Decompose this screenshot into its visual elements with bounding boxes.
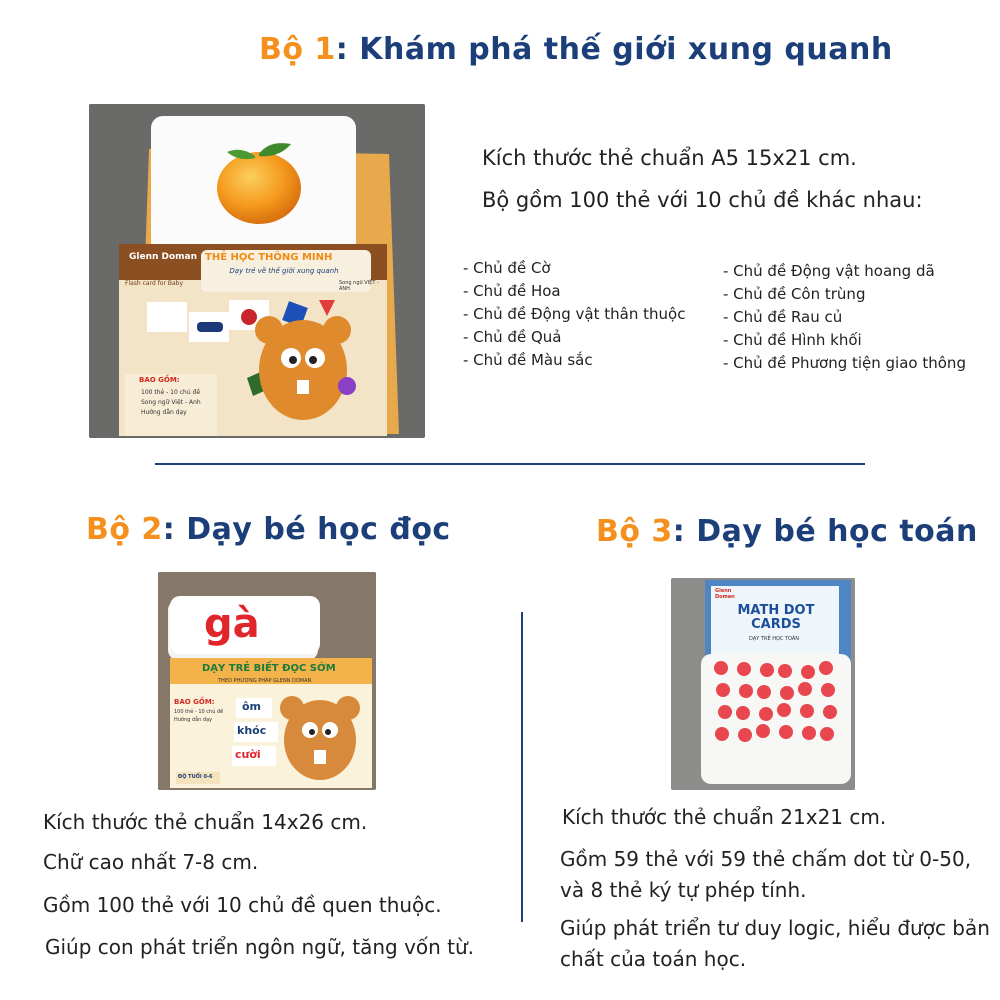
red-dot bbox=[779, 725, 793, 739]
set3-line: Kích thước thẻ chuẩn 21x21 cm. bbox=[562, 805, 887, 829]
set1-box-lang: Song ngữ VIỆT - ANH bbox=[339, 280, 379, 292]
red-dot bbox=[738, 728, 752, 742]
red-dot bbox=[759, 707, 773, 721]
topic-item: - Chủ đề Quả bbox=[463, 328, 562, 346]
topic-item: - Chủ đề Cờ bbox=[463, 259, 551, 277]
red-dot bbox=[716, 683, 730, 697]
set1-topics-right bbox=[723, 260, 966, 375]
red-dot bbox=[736, 706, 750, 720]
red-dot bbox=[756, 724, 770, 738]
set3-box-brand: Glenn Doman bbox=[715, 588, 735, 600]
set2-box-includes bbox=[174, 708, 223, 724]
topic-item: - Chủ đề Hoa bbox=[463, 282, 561, 300]
set1-box-brand-sub: Flash card for Baby bbox=[125, 280, 183, 287]
red-dot bbox=[802, 726, 816, 740]
red-dot bbox=[800, 704, 814, 718]
set3-product-photo bbox=[671, 578, 855, 790]
section-divider-horizontal bbox=[155, 463, 865, 465]
topic-item: - Chủ đề Phương tiện giao thông bbox=[723, 354, 966, 372]
topic-item: - Chủ đề Động vật hoang dã bbox=[723, 262, 935, 280]
red-dot bbox=[778, 664, 792, 678]
set1-title-rest: : Khám phá thế giới xung quanh bbox=[335, 32, 893, 67]
set2-box-product: DẠY TRẺ BIẾT ĐỌC SỚM bbox=[202, 663, 336, 674]
set2-line: Chữ cao nhất 7-8 cm. bbox=[43, 850, 259, 874]
set2-box-method: THEO PHƯƠNG PHÁP GLENN DOMAN bbox=[218, 678, 312, 684]
red-dot bbox=[718, 705, 732, 719]
set2-box-include-item: Hướng dẫn dạy bbox=[174, 717, 213, 723]
set1-box-includes-title: BAO GỒM: bbox=[139, 376, 180, 384]
set2-word-card: ôm bbox=[242, 700, 262, 713]
set2-title bbox=[86, 512, 451, 547]
set2-title-rest: : Dạy bé học đọc bbox=[162, 512, 451, 547]
set1-title-prefix: Bộ 1 bbox=[259, 32, 336, 67]
red-dot bbox=[823, 705, 837, 719]
set2-box-include-item: 100 thẻ - 10 chủ đề bbox=[174, 709, 224, 715]
set3-title bbox=[596, 514, 978, 549]
set2-line: Gồm 100 thẻ với 10 chủ đề quen thuộc. bbox=[43, 893, 442, 917]
set1-box-product: THẺ HỌC THÔNG MINH bbox=[205, 252, 333, 263]
set3-line: chất của toán học. bbox=[560, 947, 747, 971]
set1-box-include-item: 100 thẻ - 10 chủ đề bbox=[141, 389, 201, 396]
red-dot bbox=[819, 661, 833, 675]
set2-word-card: khóc bbox=[237, 724, 267, 737]
red-dot bbox=[739, 684, 753, 698]
set3-line: Gồm 59 thẻ với 59 thẻ chấm dot từ 0-50, bbox=[560, 847, 972, 871]
set1-size-text: Kích thước thẻ chuẩn A5 15x21 cm. bbox=[482, 146, 857, 170]
red-dot bbox=[737, 662, 751, 676]
set2-line: Kích thước thẻ chuẩn 14x26 cm. bbox=[43, 810, 368, 834]
topic-item: - Chủ đề Rau củ bbox=[723, 308, 843, 326]
set3-box-product: MATH DOT CARDS bbox=[737, 603, 815, 632]
set1-title bbox=[259, 32, 893, 67]
set1-box-include-item: Song ngữ Việt - Anh bbox=[141, 399, 201, 406]
red-dot bbox=[777, 703, 791, 717]
set3-line: Giúp phát triển tư duy logic, hiểu được bản bbox=[560, 916, 990, 940]
set1-box-slogan: Dạy trẻ về thế giới xung quanh bbox=[229, 267, 339, 275]
set1-box-brand: Glenn Doman bbox=[129, 252, 198, 262]
topic-item: - Chủ đề Hình khối bbox=[723, 331, 862, 349]
topic-item: - Chủ đề Động vật thân thuộc bbox=[463, 305, 686, 323]
red-dot bbox=[798, 682, 812, 696]
set3-box-subtitle: DẠY TRẺ HỌC TOÁN bbox=[749, 636, 800, 642]
set1-box-include-item: Hướng dẫn dạy bbox=[141, 409, 187, 416]
topic-item: - Chủ đề Côn trùng bbox=[723, 285, 866, 303]
red-dot bbox=[760, 663, 774, 677]
set1-topics-left bbox=[463, 257, 685, 372]
section-divider-vertical bbox=[521, 612, 523, 922]
set2-line: Giúp con phát triển ngôn ngữ, tăng vốn từ. bbox=[45, 935, 475, 959]
set2-box-age: ĐỘ TUỔI 0-6 bbox=[178, 774, 213, 780]
set3-title-rest: : Dạy bé học toán bbox=[672, 514, 978, 549]
set2-box-includes-title: BAO GỒM: bbox=[174, 698, 215, 706]
red-dot bbox=[801, 665, 815, 679]
red-dot bbox=[820, 727, 834, 741]
set3-title-prefix: Bộ 3 bbox=[596, 514, 673, 549]
set1-count-text: Bộ gồm 100 thẻ với 10 chủ đề khác nhau: bbox=[482, 188, 923, 212]
set3-line: và 8 thẻ ký tự phép tính. bbox=[560, 878, 807, 902]
red-dot bbox=[715, 727, 729, 741]
red-dot bbox=[714, 661, 728, 675]
red-dot bbox=[821, 683, 835, 697]
set2-product-photo bbox=[158, 572, 376, 790]
set2-card-word: gà bbox=[204, 601, 260, 647]
set1-product-photo bbox=[89, 104, 425, 438]
set2-title-prefix: Bộ 2 bbox=[86, 512, 163, 547]
red-dot bbox=[780, 686, 794, 700]
set1-box-includes bbox=[141, 388, 201, 418]
topic-item: - Chủ đề Màu sắc bbox=[463, 351, 593, 369]
red-dot bbox=[757, 685, 771, 699]
set2-word-card: cười bbox=[235, 748, 261, 761]
